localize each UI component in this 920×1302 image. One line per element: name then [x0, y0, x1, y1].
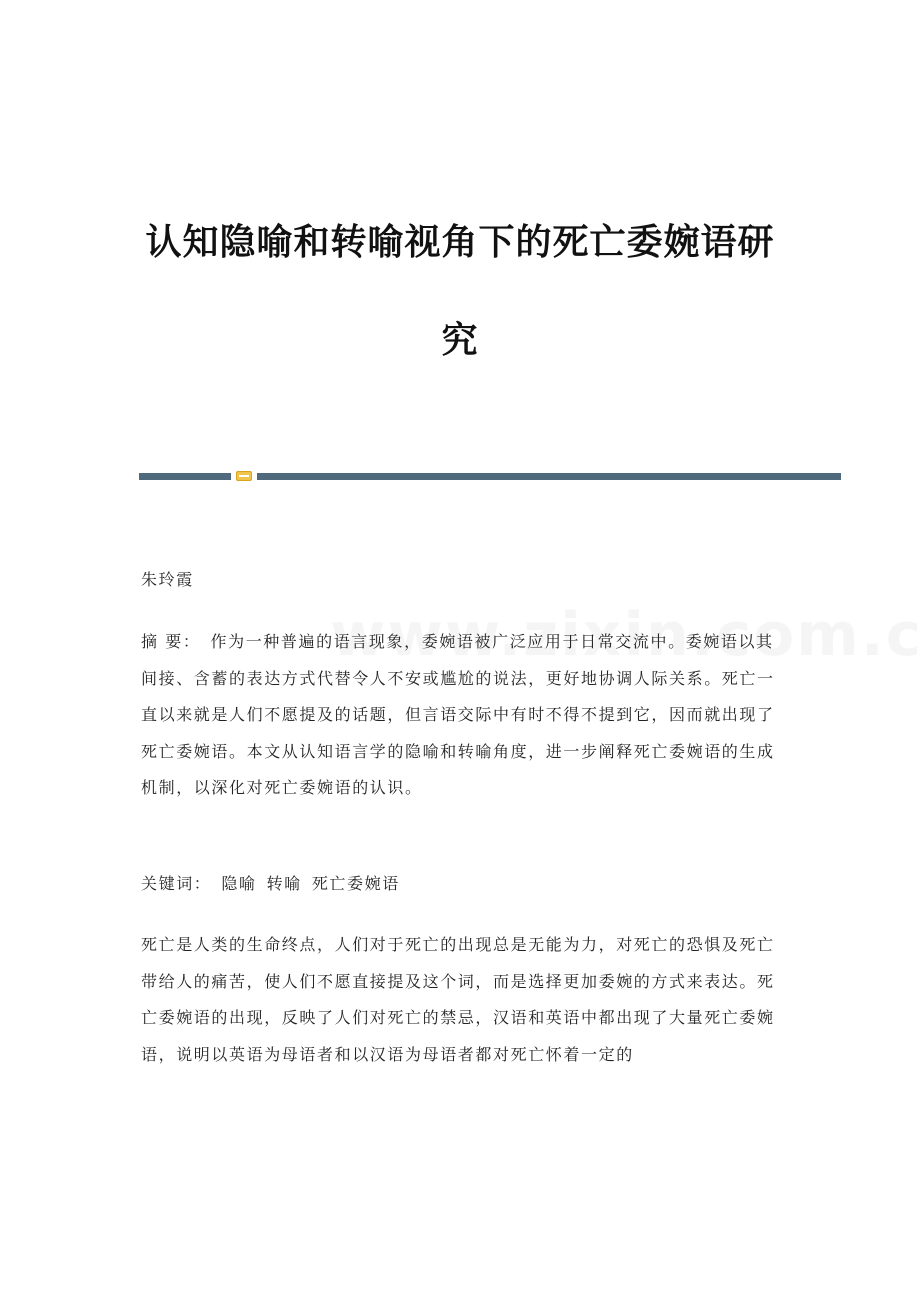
body-paragraph: 死亡是人类的生命终点，人们对于死亡的出现总是无能为力，对死亡的恐惧及死亡带给人的痛苦，使人们不愿直接提及这个词，而是选择更加委婉的方式来表达。死亡委婉语的出现，反映了人们对死亡的禁忌，汉语和英语中都出现了大量死亡委婉语，说明以英语为母语者和以汉语为母语者都对死亡怀着一定的	[141, 935, 775, 1064]
author-name: 朱玲霞	[141, 570, 194, 589]
abstract-label: 摘 要：	[141, 632, 201, 651]
title-divider	[139, 471, 841, 480]
divider-bar-left	[139, 473, 231, 480]
document-title-line-2: 究	[441, 319, 479, 361]
keywords-line	[141, 872, 781, 896]
document-title-line-1: 认知隐喻和转喻视角下的死亡委婉语研	[145, 221, 775, 263]
divider-bar-right	[257, 473, 841, 480]
keyword-item: 转喻	[266, 874, 302, 893]
keyword-item: 死亡委婉语	[311, 874, 400, 893]
keywords-label: 关键词：	[141, 874, 212, 893]
abstract-text: 作为一种普遍的语言现象，委婉语被广泛应用于日常交流中。委婉语以其间接、含蓄的表达方式代替令人不安或尴尬的说法，更好地协调人际关系。死亡一直以来就是人们不愿提及的话题，但言语交际中有时不得不提到它，因而就出现了死亡委婉语。本文从认知语言学的隐喻和转喻角度，进一步阐释死亡委婉语的生成机制，以深化对死亡委婉语的认识。	[141, 632, 775, 798]
abstract-paragraph	[141, 624, 781, 807]
divider-badge-icon	[236, 471, 252, 481]
keyword-item: 隐喻	[221, 874, 257, 893]
